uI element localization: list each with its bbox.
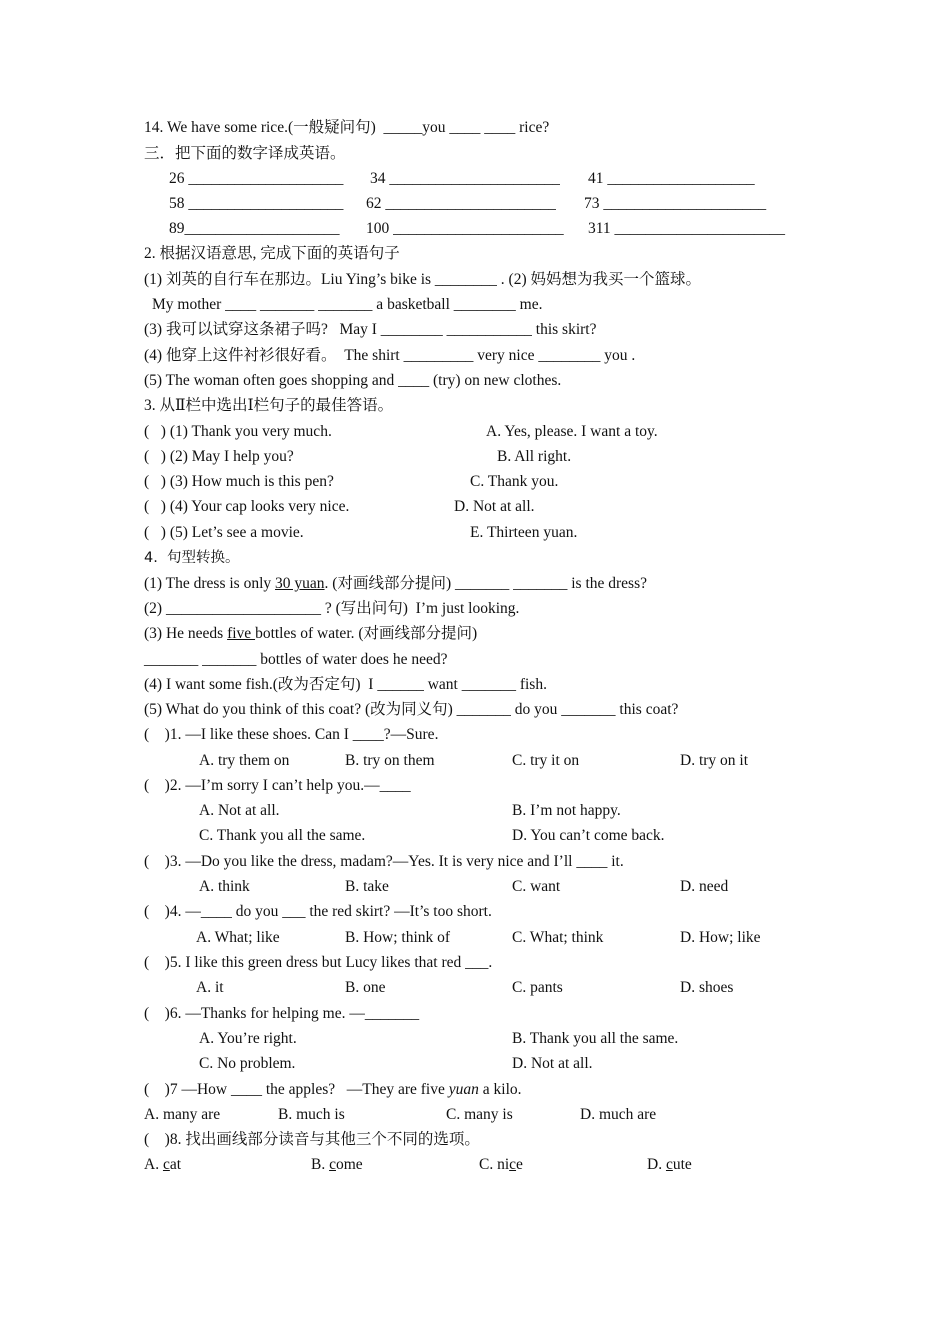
num-41: 41 ___________________ <box>588 170 755 187</box>
num-89: 89____________________ <box>169 220 340 237</box>
mc-q5-c: C. pants <box>512 979 563 996</box>
mc-q7: ( )7 —How ____ the apples? —They are five yuan a kilo. <box>144 1081 522 1098</box>
mc-q4-d: D. How; like <box>680 929 761 946</box>
mc-q8-c: C. nice <box>479 1156 523 1173</box>
mc-q2-c: C. Thank you all the same. <box>199 827 366 844</box>
section3-title: 三．把下面的数字译成英语。 <box>144 145 346 162</box>
mc-q3: ( )3. —Do you like the dress, madam?—Yes. It is very nice and I’ll ____ it. <box>144 853 624 870</box>
part3-title: 3. 从Ⅱ栏中选出Ⅰ栏句子的最佳答语。 <box>144 397 394 414</box>
num-100: 100 ______________________ <box>366 220 564 237</box>
mc-q1-c: C. try it on <box>512 752 580 769</box>
part4-s3: (3) He needs five bottles of water. (对画线部分提问) <box>144 625 478 642</box>
num-58: 58 ____________________ <box>169 195 344 212</box>
mc-q4-b: B. How; think of <box>345 929 451 946</box>
underlined-30-yuan: 30 yuan <box>275 575 325 592</box>
mc-q7-a: A. many are <box>144 1106 221 1123</box>
match-right-d: D. Not at all. <box>454 498 535 515</box>
underlined-five: five <box>227 625 256 642</box>
mc-q1-b: B. try on them <box>345 752 435 769</box>
italic-yuan: yuan <box>448 1081 479 1098</box>
mc-q5-b: B. one <box>345 979 386 996</box>
mc-q3-a: A. think <box>199 878 250 895</box>
match-left-1: ( ) (1) Thank you very much. <box>144 423 332 440</box>
mc-q2: ( )2. —I’m sorry I can’t help you.—____ <box>144 777 411 794</box>
num-62: 62 ______________________ <box>366 195 556 212</box>
match-left-4: ( ) (4) Your cap looks very nice. <box>144 498 350 515</box>
mc-q8-b: B. come <box>311 1156 363 1173</box>
mc-q6-b: B. Thank you all the same. <box>512 1030 679 1047</box>
part2-line5: (5) The woman often goes shopping and ____ (try) on new clothes. <box>144 372 562 389</box>
mc-q7-d: D. much are <box>580 1106 657 1123</box>
part2-line1: (1) 刘英的自行车在那边。Liu Ying’s bike is ________ . (2) 妈妈想为我买一个篮球。 <box>144 271 701 288</box>
mc-q1-d: D. try on it <box>680 752 749 769</box>
mc-q6: ( )6. —Thanks for helping me. —_______ <box>144 1005 420 1022</box>
mc-q8: ( )8. 找出画线部分读音与其他三个不同的选项。 <box>144 1131 480 1148</box>
match-left-2: ( ) (2) May I help you? <box>144 448 294 465</box>
q14-line: 14. We have some rice.(一般疑问句) _____you ____ ____ rice? <box>144 119 550 136</box>
match-right-a: A. Yes, please. I want a toy. <box>486 423 658 440</box>
part4-title: 4. 句型转换。 <box>144 550 240 566</box>
part2-line2: My mother ____ _______ _______ a basketball ________ me. <box>152 296 543 313</box>
mc-q5-d: D. shoes <box>680 979 734 996</box>
part4-s4: (4) I want some fish.(改为否定句) I ______ want _______ fish. <box>144 676 547 693</box>
part2-title: 2. 根据汉语意思, 完成下面的英语句子 <box>144 245 400 262</box>
mc-q1-a: A. try them on <box>199 752 290 769</box>
mc-q4-a: A. What; like <box>196 929 280 946</box>
mc-q4: ( )4. —____ do you ___ the red skirt? —It’s too short. <box>144 903 492 920</box>
match-right-e: E. Thirteen yuan. <box>470 524 578 541</box>
mc-q5-a: A. it <box>196 979 224 996</box>
mc-q7-c: C. many is <box>446 1106 513 1123</box>
mc-q3-b: B. take <box>345 878 389 895</box>
part4-s2: (2) ____________________ ? (写出问句) I’m just looking. <box>144 600 520 617</box>
num-73: 73 _____________________ <box>584 195 767 212</box>
match-left-3: ( ) (3) How much is this pen? <box>144 473 334 490</box>
part4-s1: (1) The dress is only 30 yuan. (对画线部分提问) _______ _______ is the dress? <box>144 575 648 592</box>
match-right-b: B. All right. <box>497 448 572 465</box>
mc-q3-c: C. want <box>512 878 561 895</box>
mc-q2-a: A. Not at all. <box>199 802 280 819</box>
mc-q8-d: D. cute <box>647 1156 692 1173</box>
part2-line4: (4) 他穿上这件衬衫很好看。 The shirt _________ very nice ________ you . <box>144 347 636 364</box>
num-311: 311 ______________________ <box>588 220 786 237</box>
num-26: 26 ____________________ <box>169 170 344 187</box>
part2-line3: (3) 我可以试穿这条裙子吗? May I ________ ___________ this skirt? <box>144 321 597 338</box>
mc-q5: ( )5. I like this green dress but Lucy likes that red ___. <box>144 954 493 971</box>
num-34: 34 ______________________ <box>370 170 560 187</box>
mc-q7-b: B. much is <box>278 1106 345 1123</box>
match-left-5: ( ) (5) Let’s see a movie. <box>144 524 304 541</box>
mc-q2-d: D. You can’t come back. <box>512 827 665 844</box>
mc-q6-d: D. Not at all. <box>512 1055 593 1072</box>
mc-q4-c: C. What; think <box>512 929 604 946</box>
mc-q1: ( )1. —I like these shoes. Can I ____?—Sure. <box>144 726 439 743</box>
mc-q8-a: A. cat <box>144 1156 182 1173</box>
mc-q3-d: D. need <box>680 878 729 895</box>
mc-q6-c: C. No problem. <box>199 1055 296 1072</box>
mc-q6-a: A. You’re right. <box>199 1030 297 1047</box>
part4-s3-answer: _______ _______ bottles of water does he need? <box>144 651 448 668</box>
part4-s5: (5) What do you think of this coat? (改为同义句) _______ do you _______ this coat? <box>144 701 679 718</box>
match-right-c: C. Thank you. <box>470 473 559 490</box>
mc-q2-b: B. I’m not happy. <box>512 802 621 819</box>
